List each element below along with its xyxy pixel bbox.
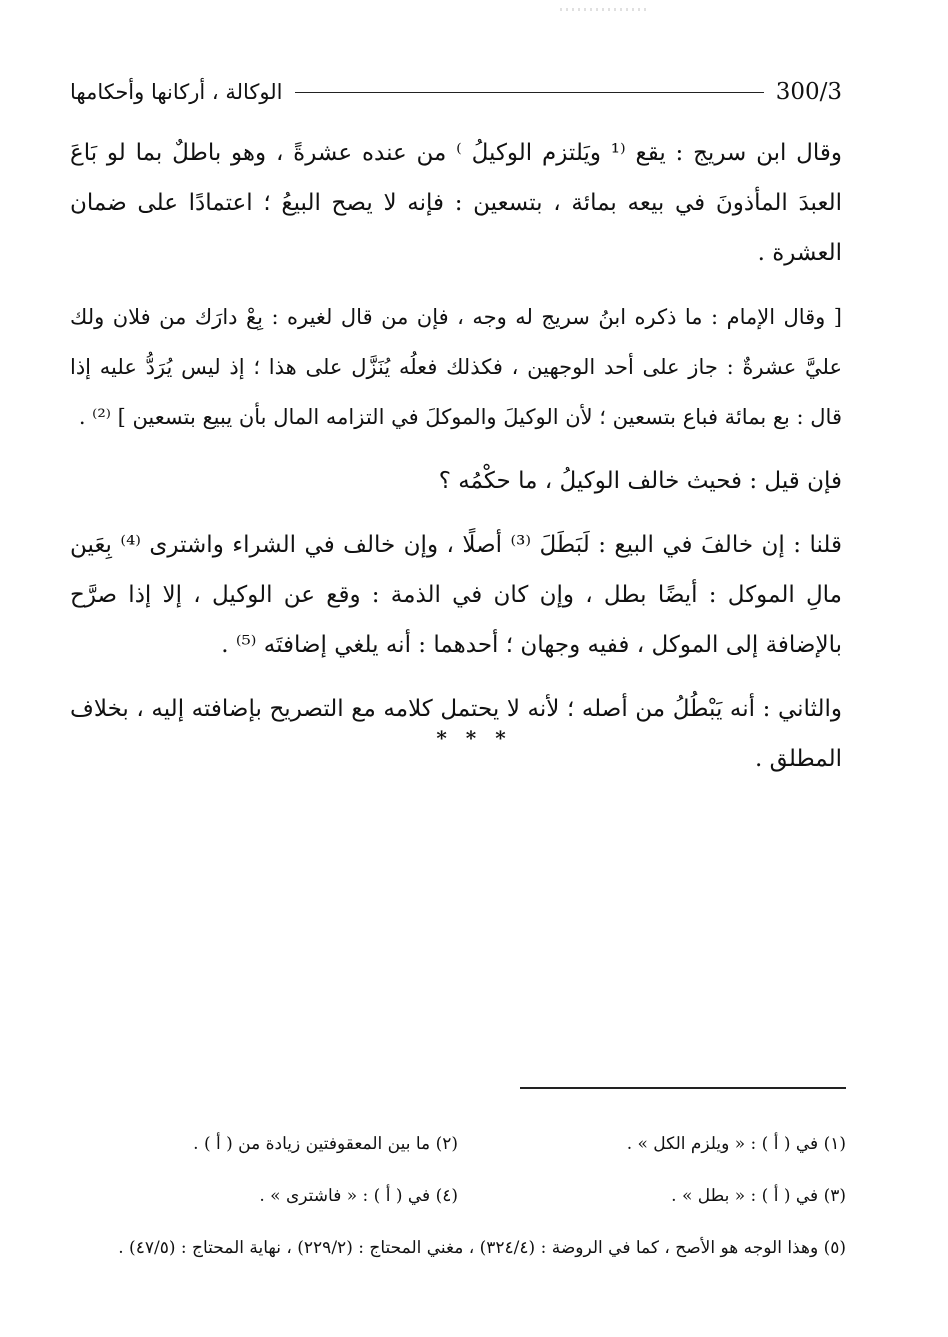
- running-title: الوكالة ، أركانها وأحكامها: [70, 80, 283, 104]
- footnotes: [70, 1118, 846, 1274]
- paragraph-second-view: والثاني : أنه يَبْطُلُ من أصله ؛ لأنه لا يحتمل كلامه مع التصريح بإضافته إليه ، بخلاف المطلق .: [70, 696, 842, 772]
- paragraph-answer: قلنا : إن خالفَ في البيع : لَبَطَلَ ⁽³⁾ أصلًا ، وإن خالف في الشراء واشترى ⁽⁴⁾ بِعَين مالِ الموكل : أيضًا بطل ، وإن كان في الذمة : وقع عن الوكيل ، إلا إذا صرَّح بالإضافة إلى الموكل ، ففيه وجهان ؛ أحدهما : أنه يلغي إضافتَه ⁽⁵⁾ .: [70, 532, 843, 658]
- footnote-5: (٥) وهذا الوجه هو الأصح ، كما في الروضة : (٣٢٤/٤) ، مغني المحتاج : (٢٢٩/٢) ، نهاية المحتاج : (٤٧/٥) .: [118, 1238, 846, 1258]
- section-separator: * * *: [436, 726, 512, 750]
- main-text: [70, 128, 842, 798]
- footnote-4: (٤) في ( أ ) : « فاشترى » .: [259, 1186, 458, 1206]
- page-header: [70, 72, 842, 112]
- footnote-rule: [520, 1087, 846, 1089]
- scan-speck: [560, 8, 650, 11]
- header-rule: [295, 92, 764, 93]
- paragraph-question: فإن قيل : فحيث خالف الوكيلُ ، ما حكْمُه ؟: [438, 468, 842, 494]
- paragraph-ibn-surayj: وقال ابن سريج : يقع ⁽¹ ويَلتزم الوكيلُ ⁾ من عنده عشرةً ، وهو باطلٌ بما لو بَاعَ العبدَ المأذونَ في بيعه بمائة ، بتسعين : فإنه لا يصح البيعُ ؛ اعتمادًا على ضمان العشرة .: [70, 140, 842, 266]
- footnote-row: [70, 1170, 846, 1222]
- paragraph-imam: [ وقال الإمام : ما ذكره ابنُ سريج له وجه ، فإن من قال لغيره : بِعْ دارَك من فلان ولك عليَّ عشرةٌ : جاز على أحد الوجهين ، فكذلك فعلُه يُنَزَّل على هذا ؛ إذ ليس يُرَدُّ عليه إذا قال : بع بمائة فباع بتسعين ؛ لأن الوكيلَ والموكلَ في التزامه المال بأن يبيع بتسعين ] ⁽²⁾ .: [70, 305, 842, 429]
- footnote-row: [70, 1118, 846, 1170]
- page-number: 300/3: [775, 79, 842, 105]
- footnote-2: (٢) ما بين المعقوفتين زيادة من ( أ ) .: [193, 1134, 458, 1154]
- footnote-1: (١) في ( أ ) : « ويلزم الكل » .: [626, 1134, 846, 1154]
- footnote-3: (٣) في ( أ ) : « بطل » .: [671, 1186, 846, 1206]
